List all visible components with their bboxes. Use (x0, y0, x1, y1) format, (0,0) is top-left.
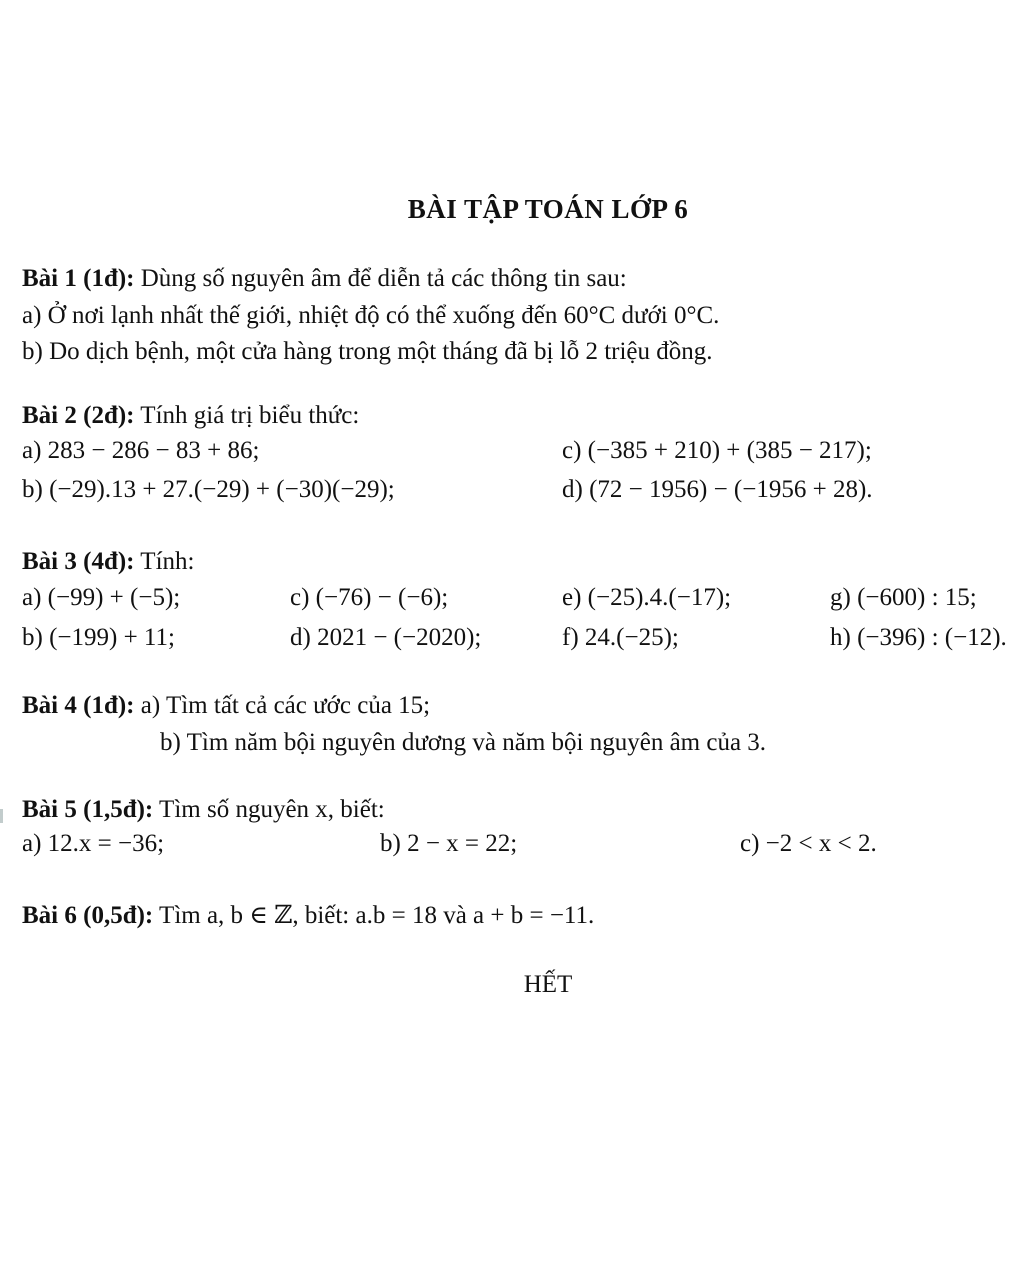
bai3-item-g: g) (−600) : 15; (830, 584, 977, 611)
margin-marker (0, 809, 3, 823)
bai5-prompt: Tìm số nguyên x, biết: (153, 796, 385, 823)
bai1-heading (22, 266, 627, 291)
end-marker: HẾT (523, 971, 573, 998)
bai5-item-b: b) 2 − x = 22; (380, 830, 518, 857)
bai2-label: Bài 2 (2đ): (22, 402, 135, 429)
bai3-prompt: Tính: (134, 548, 195, 575)
bai2-item-d: d) (72 − 1956) − (−1956 + 28). (562, 476, 873, 503)
bai2-item-b: b) (−29).13 + 27.(−29) + (−30)(−29); (22, 476, 395, 503)
bai3-item-b: b) (−199) + 11; (22, 624, 175, 651)
bai1-label: Bài 1 (1đ): (22, 265, 135, 292)
bai6-heading (22, 903, 594, 928)
page-title: BÀI TẬP TOÁN LỚP 6 (407, 194, 689, 224)
bai5-heading (22, 797, 385, 822)
bai2-prompt: Tính giá trị biểu thức: (134, 402, 360, 429)
bai3-item-h: h) (−396) : (−12). (830, 624, 1007, 651)
bai1-item-a: a) Ở nơi lạnh nhất thế giới, nhiệt độ có thể xuống đến 60°C dưới 0°C. (22, 302, 720, 329)
bai3-item-c: c) (−76) − (−6); (290, 584, 449, 611)
bai1-prompt: Dùng số nguyên âm để diễn tả các thông tin sau: (134, 265, 627, 292)
bai6-prompt: Tìm a, b ∈ ℤ, biết: a.b = 18 và a + b = −11. (153, 902, 595, 929)
bai3-heading (22, 549, 194, 574)
bai5-item-a: a) 12.x = −36; (22, 830, 165, 857)
bai4-label: Bài 4 (1đ): (22, 692, 135, 719)
bai2-heading (22, 403, 359, 428)
bai3-item-e: e) (−25).4.(−17); (562, 584, 732, 611)
bai4-item-a: a) Tìm tất cả các ước của 15; (134, 692, 431, 719)
bai3-item-a: a) (−99) + (−5); (22, 584, 181, 611)
bai3-label: Bài 3 (4đ): (22, 548, 135, 575)
bai3-item-d: d) 2021 − (−2020); (290, 624, 482, 651)
bai2-item-a: a) 283 − 286 − 83 + 86; (22, 437, 260, 464)
bai5-item-c: c) −2 < x < 2. (740, 830, 877, 857)
bai1-item-b: b) Do dịch bệnh, một cửa hàng trong một tháng đã bị lỗ 2 triệu đồng. (22, 338, 713, 365)
bai5-label: Bài 5 (1,5đ): (22, 796, 154, 823)
bai3-item-f: f) 24.(−25); (562, 624, 679, 651)
bai4-heading (22, 693, 430, 718)
bai2-item-c: c) (−385 + 210) + (385 − 217); (562, 437, 872, 464)
bai4-item-b: b) Tìm năm bội nguyên dương và năm bội nguyên âm của 3. (160, 729, 767, 756)
bai6-label: Bài 6 (0,5đ): (22, 902, 154, 929)
